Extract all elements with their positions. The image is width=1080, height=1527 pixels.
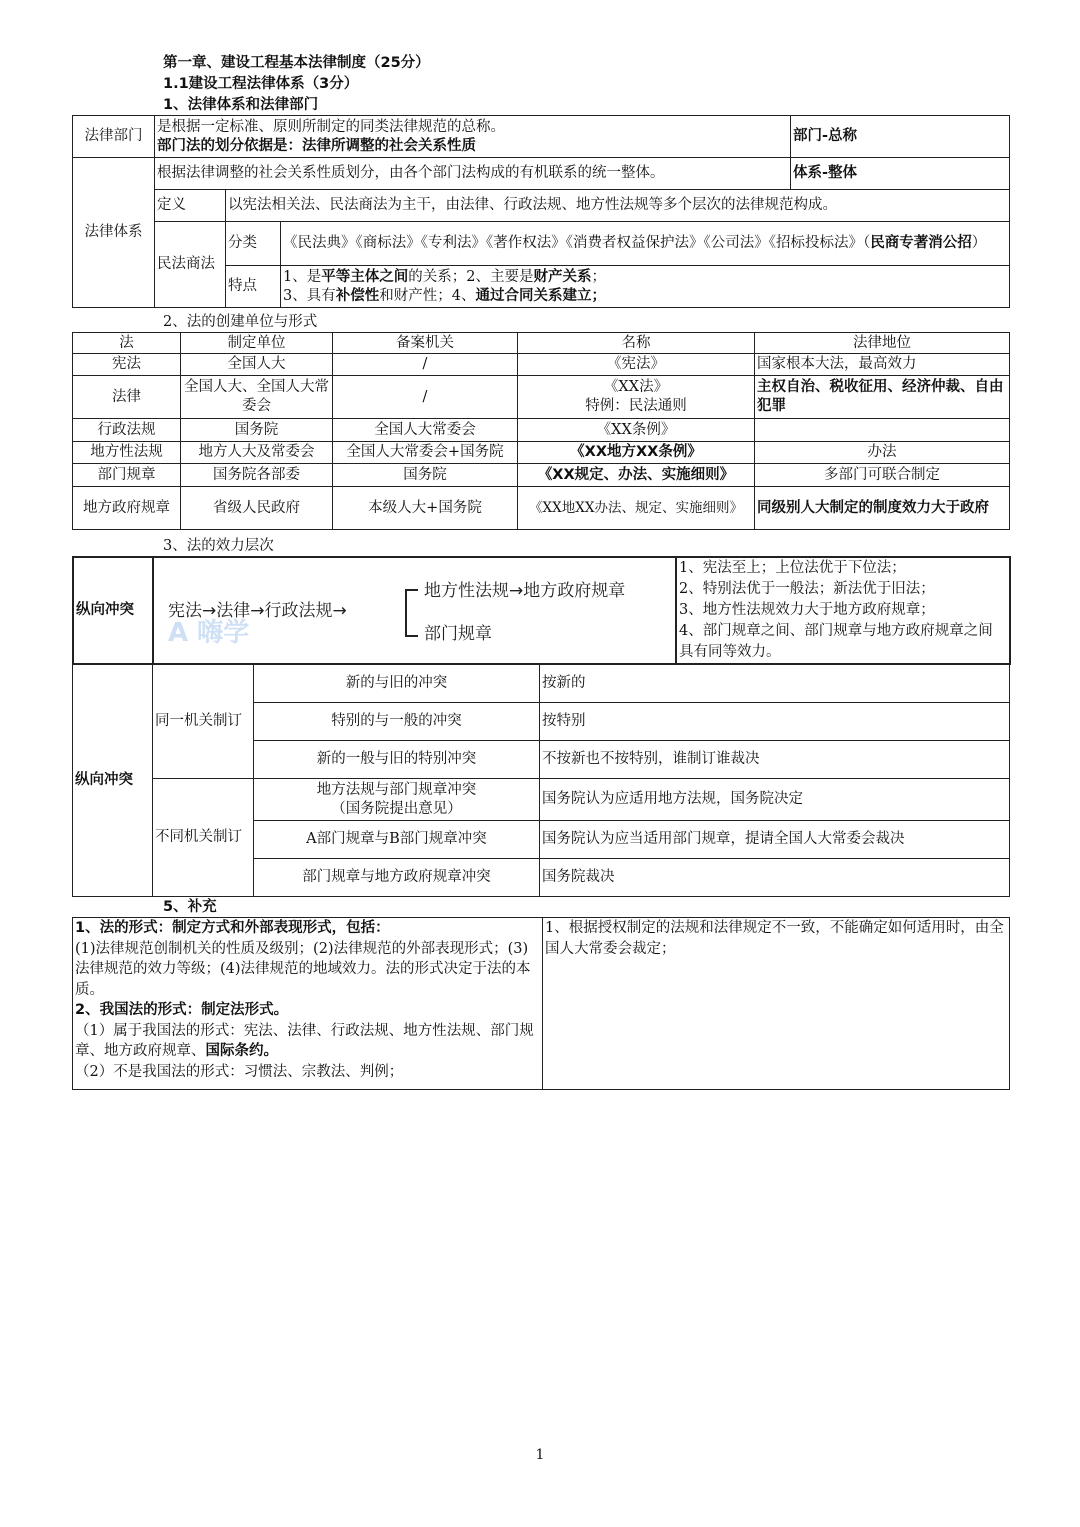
conflict-table: [72, 664, 1010, 897]
conflict-case: 新的一般与旧的特别冲突: [254, 741, 540, 779]
definition-label: 定义: [155, 190, 226, 222]
classification-label: 分类: [226, 222, 281, 266]
law-forms-table: [72, 332, 1010, 530]
system-definition: 根据法律调整的社会关系性质划分，由各个部门法构成的有机联系的统一整体。: [155, 158, 791, 190]
conflict-rule: 按特别: [540, 703, 1010, 741]
header-name: 名称: [518, 333, 755, 354]
hierarchy-table: [72, 556, 1011, 665]
conflict-case: 特别的与一般的冲突: [254, 703, 540, 741]
table-row: 地方性法规 地方人大及常委会 全国人大常委会+国务院 《XX地方XX条例》 办法: [73, 442, 1010, 464]
conflict-rule: 不按新也不按特别，谁制订谁裁决: [540, 741, 1010, 779]
header-filing: 备案机关: [333, 333, 518, 354]
definition-text: 以宪法相关法、民法商法为主干，由法律、行政法规、地方性法规等多个层次的法律规范构成。: [226, 190, 1010, 222]
diff-organ-label: 不同机关制订: [153, 779, 254, 897]
table-row: 宪法 全国人大 / 《宪法》 国家根本大法，最高效力: [73, 354, 1010, 376]
conflict-rule: 国务院认为应当适用部门规章，提请全国人大常委会裁决: [540, 821, 1010, 859]
conflict-case: 新的与旧的冲突: [254, 665, 540, 703]
features-text: 1、是平等主体之间的关系；2、主要是财产关系； 3、具有补偿性和财产性；4、通过合同关系建立；: [281, 266, 1010, 308]
flow-top: 地方性法规→地方政府规章: [424, 581, 626, 601]
header-law: 法: [73, 333, 181, 354]
dept-definition: 是根据一定标准、原则所制定的同类法律规范的总称。 部门法的划分依据是：法律所调整的社会关系性质: [155, 116, 791, 158]
table-row: 行政法规 国务院 全国人大常委会 《XX条例》: [73, 419, 1010, 442]
same-organ-label: 同一机关制订: [153, 665, 254, 779]
legal-system-table: [72, 115, 1010, 308]
hierarchy-rules: 1、宪法至上；上位法优于下位法； 2、特别法优于一般法；新法优于旧法； 3、地方性法规效力大于地方政府规章； 4、部门规章之间、部门规章与地方政府规章之间具有同等效力。: [676, 557, 1010, 664]
dept-note: 部门-总称: [791, 116, 1010, 158]
table-row: 地方政府规章 省级人民政府 本级人大+国务院 《XX地XX办法、规定、实施细则》 同级别人大制定的制度效力大于政府: [73, 487, 1010, 530]
header-maker: 制定单位: [181, 333, 333, 354]
header-status: 法律地位: [755, 333, 1010, 354]
flow-bottom: 部门规章: [424, 624, 492, 644]
table-row: 法律 全国人大、全国人大常委会 / 《XX法》 特例：民法通则 主权自治、税收征用、经济仲裁、自由犯罪: [73, 376, 1010, 419]
supplement-left: 1、法的形式：制定方式和外部表现形式，包括： (1)法律规范创制机关的性质及级别；(2)法律规范的外部表现形式；(3)法律规范的效力等级；(4)法律规范的地域效力。法的形式决定于法的本质。 2、我国法的形式：制定法形式。 （1）属于我国法的形式：宪法、法律、行政法规、地方性法规、部门规章、地方政府规章、国际条约。 （2）不是我国法的形式：习惯法、宗教法、判例；: [73, 918, 543, 1090]
conflict-case: 部门规章与地方政府规章冲突: [254, 859, 540, 897]
watermark: A 嗨学: [168, 618, 250, 648]
conflict-label: 纵向冲突: [73, 665, 153, 897]
section-title: 1.1建设工程法律体系（3分）: [163, 76, 359, 92]
features-label: 特点: [226, 266, 281, 308]
civil-commercial-label: 民法商法: [155, 222, 226, 308]
system-label: 法律体系: [73, 158, 155, 308]
conflict-rule: 国务院认为应适用地方法规，国务院决定: [540, 779, 1010, 821]
subsection-3-title: 3、法的效力层次: [163, 538, 274, 554]
system-note: 体系-整体: [791, 158, 1010, 190]
supplement-table: [72, 917, 1010, 1090]
dept-label: 法律部门: [73, 116, 155, 158]
page-number: 1: [535, 1447, 545, 1463]
subsection-1-title: 1、法律体系和法律部门: [163, 97, 319, 113]
table-row: 部门规章 国务院各部委 国务院 《XX规定、办法、实施细则》 多部门可联合制定: [73, 464, 1010, 487]
conflict-rule: 国务院裁决: [540, 859, 1010, 897]
classification-text: 《民法典》《商标法》《专利法》《著作权法》《消费者权益保护法》《公司法》《招标投标法》（民商专著消公招）: [281, 222, 1010, 266]
conflict-case: A部门规章与B部门规章冲突: [254, 821, 540, 859]
conflict-rule: 按新的: [540, 665, 1010, 703]
chapter-title: 第一章、建设工程基本法律制度（25分）: [163, 55, 430, 71]
subsection-2-title: 2、法的创建单位与形式: [163, 314, 318, 330]
hierarchy-flow: [153, 557, 676, 664]
flow-main: 宪法→法律→行政法规→: [168, 601, 347, 621]
vertical-conflict-label: 纵向冲突: [73, 557, 153, 664]
subsection-5-title: 5、补充: [163, 899, 217, 915]
supplement-right: 1、根据授权制定的法规和法律规定不一致，不能确定如何适用时，由全国人大常委会裁定；: [543, 918, 1010, 1090]
conflict-case: 地方法规与部门规章冲突 （国务院提出意见）: [254, 779, 540, 821]
